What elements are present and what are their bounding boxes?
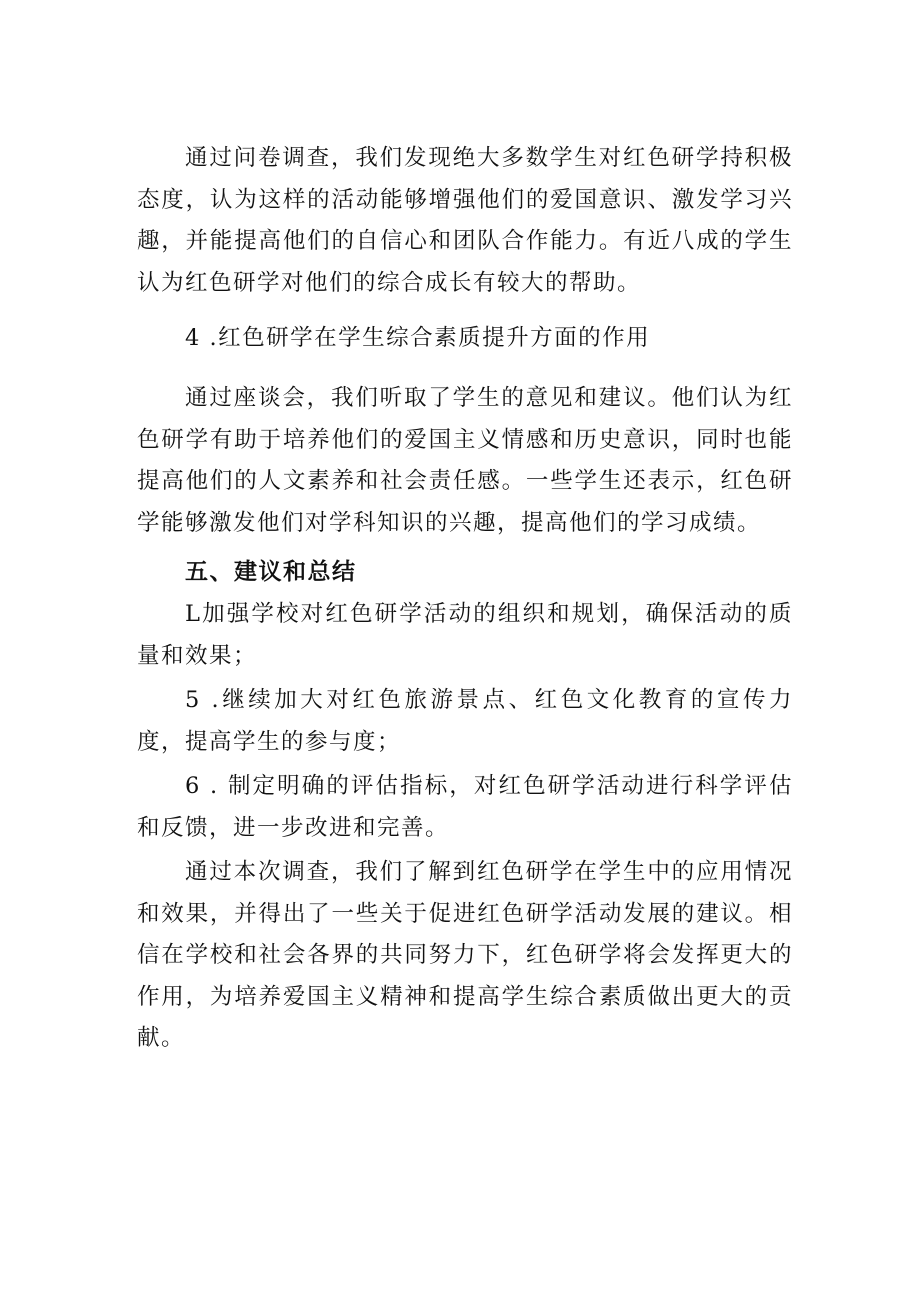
paragraph-conclusion: 通过本次调查，我们了解到红色研学在学生中的应用情况和效果，并得出了一些关于促进红色研学活动发展的建议。相信在学校和社会各界的共同努力下，红色研学将会发挥更大的作用，为培养爱国主义精神和提高学生综合素质做出更大的贡献。 bbox=[137, 859, 793, 1051]
paragraph-suggestion-1: L加强学校对红色研学活动的组织和规划，确保活动的质量和效果； bbox=[137, 601, 793, 669]
paragraph-forum-result: 通过座谈会，我们听取了学生的意见和建议。他们认为红色研学有助于培养他们的爱国主义情感和历史意识，同时也能提高他们的人文素养和社会责任感。一些学生还表示，红色研学能够激发他们对学科知识的兴趣，提高他们的学习成绩。 bbox=[137, 385, 793, 536]
paragraph-item-4-title: 4 .红色研学在学生综合素质提升方面的作用 bbox=[185, 325, 651, 351]
paragraph-suggestion-5: 5 .继续加大对红色旅游景点、红色文化教育的宣传力度，提高学生的参与度； bbox=[137, 687, 793, 755]
section-heading-five: 五、建议和总结 bbox=[185, 559, 357, 585]
paragraph-survey-result: 通过问卷调查，我们发现绝大多数学生对红色研学持积极态度，认为这样的活动能够增强他们的爱国意识、激发学习兴趣，并能提高他们的自信心和团队合作能力。有近八成的学生认为红色研学对他们的综合成长有较大的帮助。 bbox=[137, 145, 793, 296]
paragraph-suggestion-6: 6 . 制定明确的评估指标，对红色研学活动进行科学评估和反馈，进一步改进和完善。 bbox=[137, 773, 793, 841]
